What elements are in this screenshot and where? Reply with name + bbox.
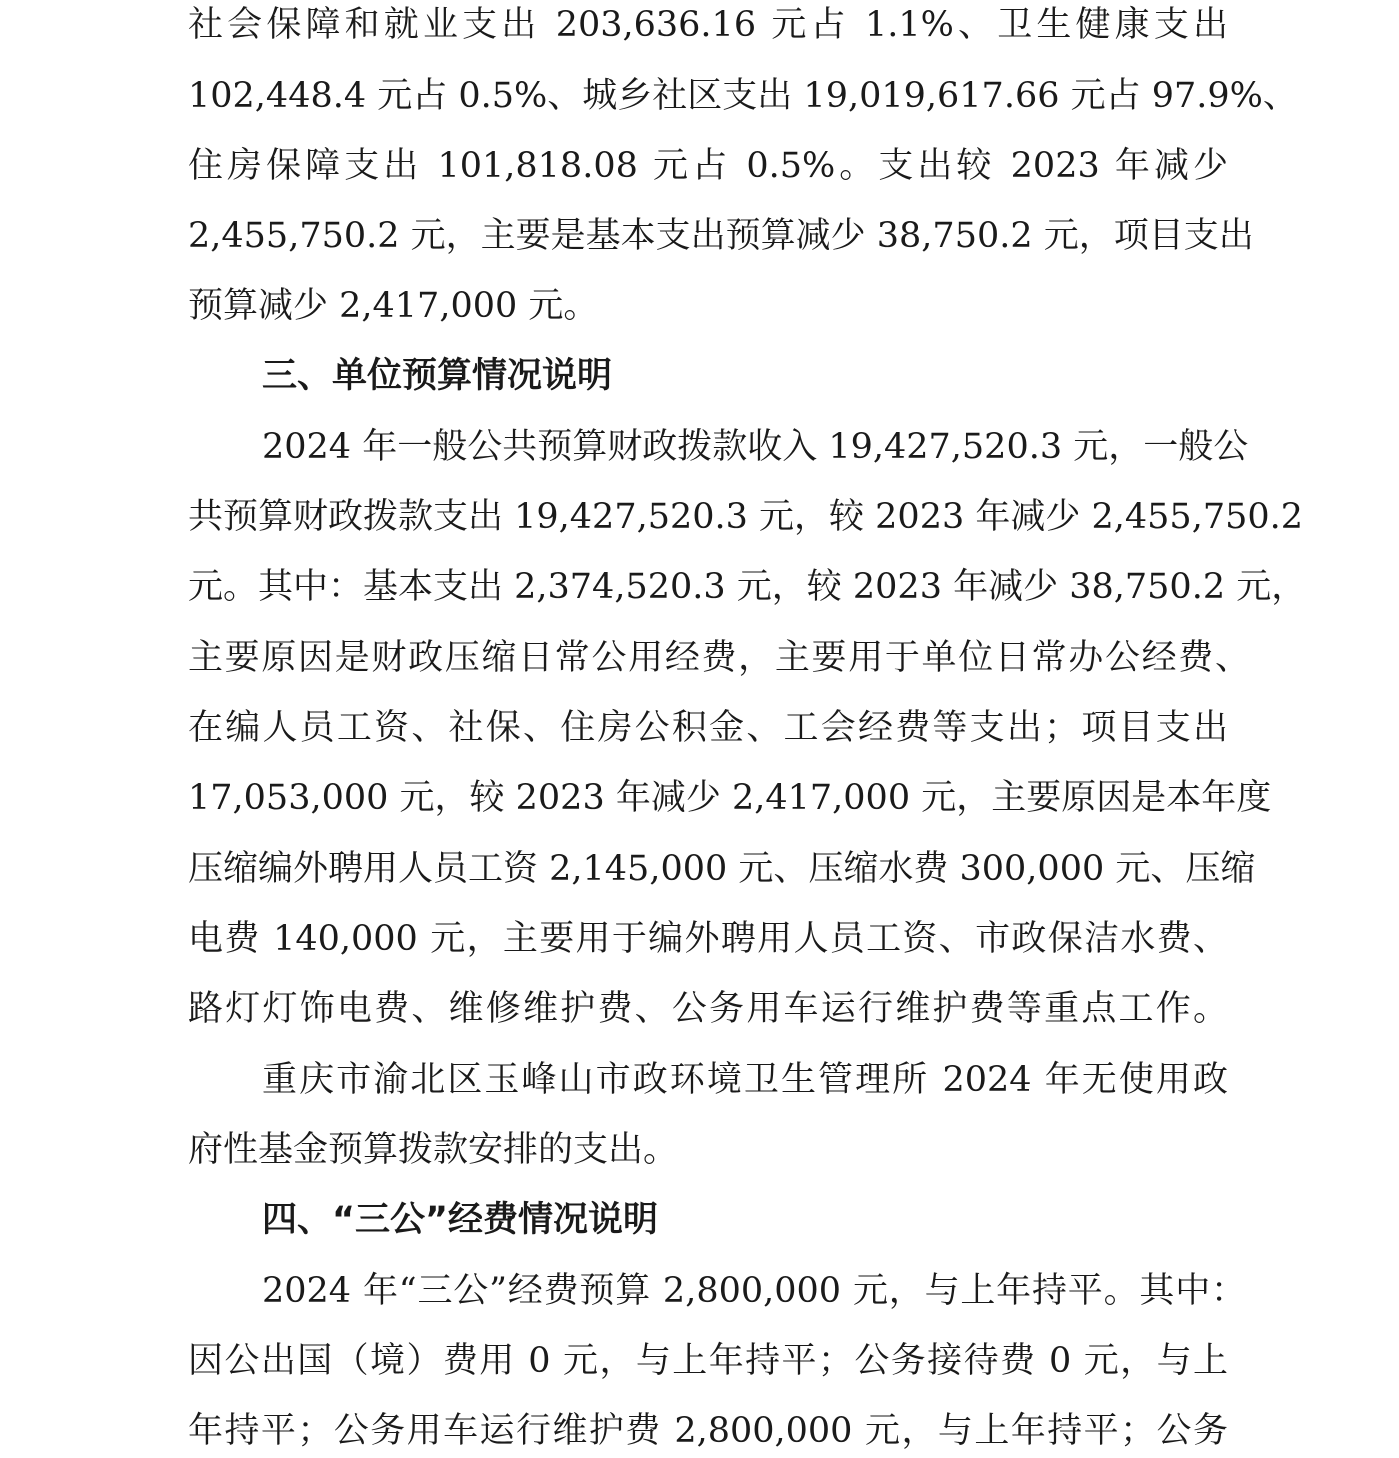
paragraph-line: 重庆市渝北区玉峰山市政环境卫生管理所 2024 年无使用政	[262, 1060, 1228, 1100]
paragraph-line: 因公出国（境）费用 0 元，与上年持平；公务接待费 0 元，与上	[188, 1341, 1228, 1381]
paragraph-line: 在编人员工资、社保、住房公积金、工会经费等支出；项目支出	[188, 708, 1228, 748]
paragraph-line: 2024 年“三公”经费预算 2,800,000 元，与上年持平。其中：	[262, 1271, 1246, 1311]
text-line: 2,455,750.2 元，主要是基本支出预算减少 38,750.2 元，项目支出	[188, 216, 1254, 256]
text-line: 住房保障支出 101,818.08 元占 0.5%。支出较 2023 年减少	[188, 146, 1228, 186]
text-line: 预算减少 2,417,000 元。	[188, 286, 599, 326]
text-line: 社会保障和就业支出 203,636.16 元占 1.1%、卫生健康支出	[188, 5, 1228, 45]
paragraph-line: 17,053,000 元，较 2023 年减少 2,417,000 元，主要原因是本年度	[188, 778, 1272, 818]
paragraph-line: 府性基金预算拨款安排的支出。	[188, 1130, 679, 1170]
paragraph-line: 元。其中：基本支出 2,374,520.3 元，较 2023 年减少 38,750.2 元，	[188, 567, 1307, 607]
paragraph-line: 共预算财政拨款支出 19,427,520.3 元，较 2023 年减少 2,455,750.2	[188, 497, 1304, 537]
section-heading: 四、“三公”经费情况说明	[262, 1200, 659, 1240]
text-line: 102,448.4 元占 0.5%、城乡社区支出 19,019,617.66 元占 97.9%、	[188, 76, 1298, 116]
paragraph-line: 压缩编外聘用人员工资 2,145,000 元、压缩水费 300,000 元、压缩	[188, 849, 1256, 889]
paragraph-line: 电费 140,000 元，主要用于编外聘用人员工资、市政保洁水费、	[188, 919, 1228, 959]
paragraph-line: 路灯灯饰电费、维修维护费、公务用车运行维护费等重点工作。	[188, 989, 1228, 1029]
paragraph-line: 年持平；公务用车运行维护费 2,800,000 元，与上年持平；公务	[188, 1411, 1228, 1451]
paragraph-line: 主要原因是财政压缩日常公用经费，主要用于单位日常办公经费、	[188, 638, 1250, 678]
section-heading: 三、单位预算情况说明	[262, 356, 613, 396]
paragraph-line: 2024 年一般公共预算财政拨款收入 19,427,520.3 元，一般公	[262, 427, 1249, 467]
